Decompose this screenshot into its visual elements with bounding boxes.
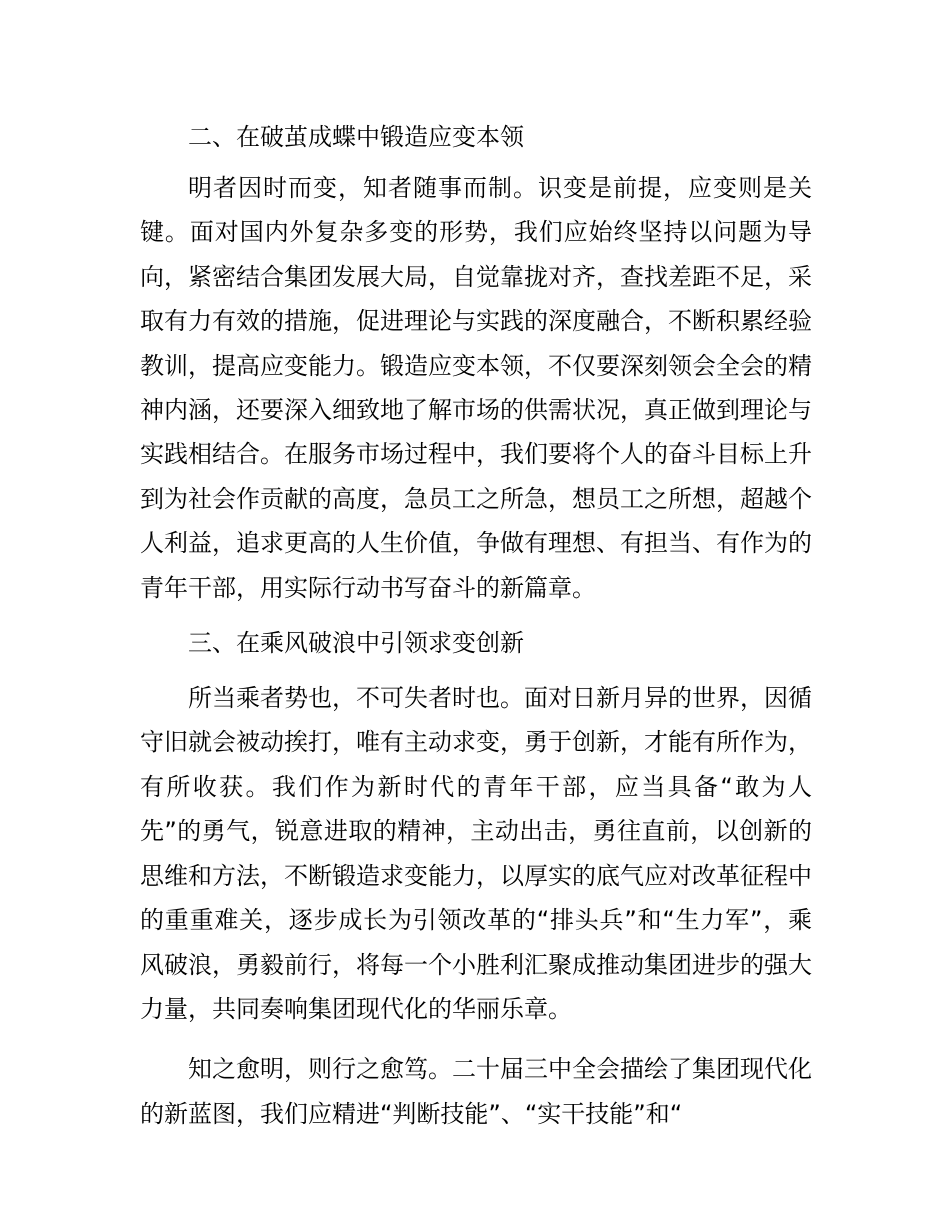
section-paragraph: 所当乘者势也，不可失者时也。面对日新月异的世界，因循守旧就会被动挨打，唯有主动求变，勇于创新，才能有所作为，有所收获。我们作为新时代的青年干部，应当具备“敢为人先”的勇气，锐意进取的精神，主动出击，勇往直前，以创新的思维和方法，不断锻造求变能力，以厚实的底气应对改革征程中的重重难关，逐步成长为引领改革的“排头兵”和“生力军”，乘风破浪，勇毅前行，将每一个小胜利汇聚成推动集团进步的强大力量，共同奏响集团现代化的华丽乐章。: [140, 684, 812, 1023]
section-heading: 二、在破茧成蝶中锻造应变本领: [188, 123, 524, 151]
section-paragraph: 明者因时而变，知者随事而制。识变是前提，应变则是关键。面对国内外复杂多变的形势，我们应始终坚持以问题为导向，紧密结合集团发展大局，自觉靠拢对齐，查找差距不足，采取有力有效的措施，促进理论与实践的深度融合，不断积累经验教训，提高应变能力。锻造应变本领，不仅要深刻领会全会的精神内涵，还要深入细致地了解市场的供需状况，真正做到理论与实践相结合。在服务市场过程中，我们要将个人的奋斗目标上升到为社会作贡献的高度，急员工之所急，想员工之所想，超越个人利益，追求更高的人生价值，争做有理想、有担当、有作为的青年干部，用实际行动书写奋斗的新篇章。: [140, 174, 812, 602]
section-heading: 三、在乘风破浪中引领求变创新: [188, 629, 524, 658]
closing-paragraph: 知之愈明，则行之愈笃。二十届三中全会描绘了集团现代化的新蓝图，我们应精进“判断技能”、“实干技能”和“: [140, 1055, 812, 1128]
document-page: [140, 118, 812, 1136]
